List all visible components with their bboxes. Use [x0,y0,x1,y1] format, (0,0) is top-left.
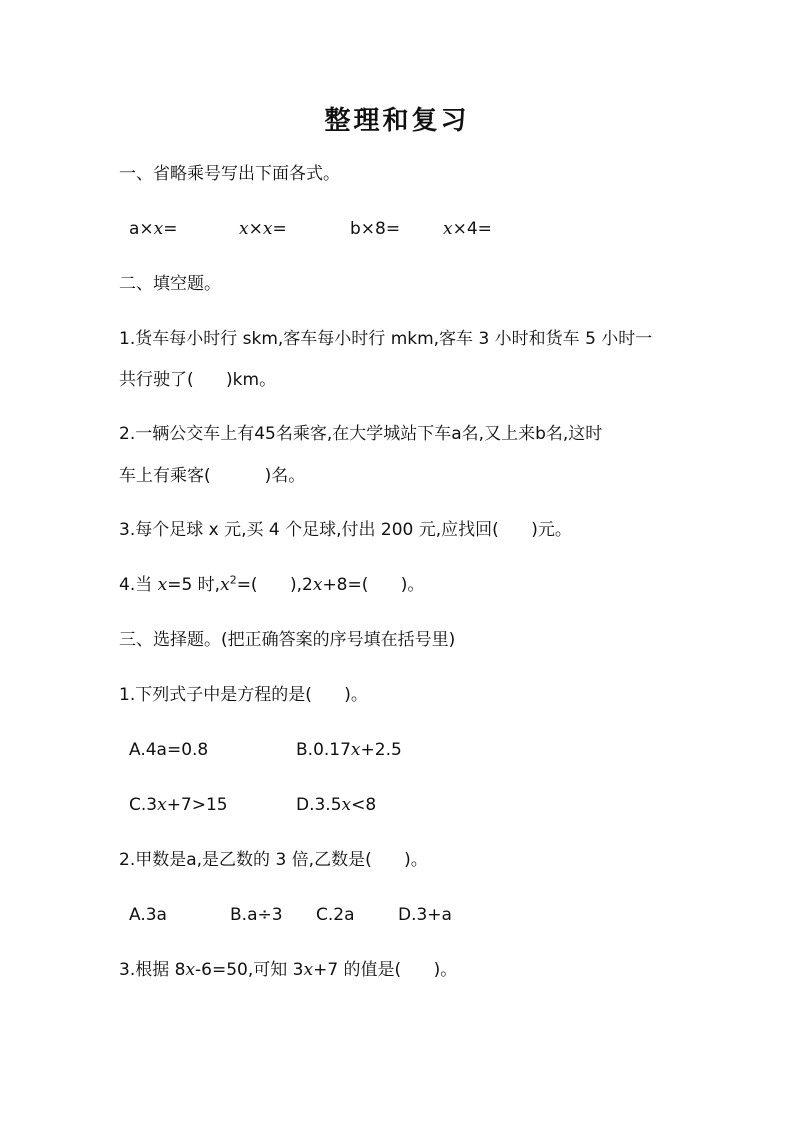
expr2-var-a: x [239,219,249,239]
choice-q1-option-a: A.4a=0.8 [129,740,209,760]
choice-q1-option-c [129,794,228,816]
expression-2 [239,218,287,240]
fill-q1-line1: 1.货车每小时行 skm,客车每小时行 mkm,客车 3 小时和货车 5 小时一 [119,329,653,349]
choice-q1-stem: 1.下列式子中是方程的是( )。 [119,685,368,705]
q1b-var: x [350,740,361,760]
expr2-times: × [248,219,263,239]
q4-x1: x [157,575,168,595]
q1b-part1: B.0.17 [296,740,351,760]
fill-q3: 3.每个足球 x 元,买 4 个足球,付出 200 元,应找回( )元。 [119,520,572,540]
q1d-var: x [341,795,352,815]
choice-q1-option-b [296,739,402,761]
section-1-heading: 一、省略乘号写出下面各式。 [119,164,340,184]
fill-q2-line1: 2.一辆公交车上有45名乘客,在大学城站下车a名,又上来b名,这时 [119,424,603,444]
q1d-part1: D.3.5 [296,795,342,815]
choice-q2-option-b: B.a÷3 [230,905,283,925]
q4-p1: 4.当 [119,575,158,595]
q4-p3: =( ),2 [236,575,313,595]
expr2-var-b: x [262,219,273,239]
expr2-eq: = [272,219,287,239]
expr1-part-a: a× [129,219,154,239]
expression-4 [443,218,492,240]
fill-q1-line2: 共行驶了( )km。 [119,370,277,390]
page-title: 整理和复习 [324,106,470,136]
q4-p4: +8=( )。 [322,575,425,595]
q4-exponent: 2 [229,573,237,587]
q1b-part2: +2.5 [360,740,402,760]
choice-q2-option-d: D.3+a [398,905,452,925]
choice-q2-option-a: A.3a [129,905,167,925]
fill-q4 [119,574,424,596]
fill-q2-line2: 车上有乘客( )名。 [119,466,306,486]
expression-3: b×8= [350,219,401,239]
expression-1 [129,218,178,240]
q4-x3: x [312,575,323,595]
expr1-var: x [153,219,164,239]
q3-var1: x [185,960,196,980]
section-2-heading: 二、填空题。 [119,274,221,294]
expr1-eq: = [163,219,178,239]
q3-part3: +7 的值是( )。 [313,960,458,980]
expr4-var: x [443,219,453,239]
q1c-part1: C.3 [129,795,158,815]
q1c-part2: +7>15 [166,795,228,815]
q1d-part2: <8 [351,795,377,815]
q1c-var: x [157,795,167,815]
q3-part2: -6=50,可知 3 [195,960,304,980]
expr4-rest: ×4= [452,219,492,239]
q4-p2: =5 时, [167,575,221,595]
q3-var2: x [303,960,314,980]
choice-q1-option-d [296,794,376,816]
choice-q2-stem: 2.甲数是a,是乙数的 3 倍,乙数是( )。 [119,850,428,870]
q4-x2: x [220,575,230,595]
section-3-heading: 三、选择题。(把正确答案的序号填在括号里) [119,630,456,650]
choice-q3-stem [119,959,457,981]
q3-part1: 3.根据 8 [119,960,186,980]
choice-q2-option-c: C.2a [316,905,355,925]
